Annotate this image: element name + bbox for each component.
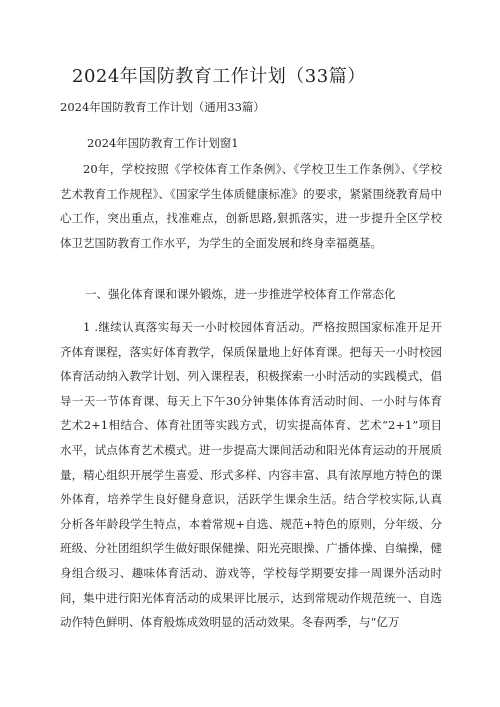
document-title: 2024年国防教育工作计划（33篇）	[72, 66, 366, 87]
paragraph-item-1: 1 .继续认真落实每天一小时校园体育活动。严格按照国家标准开足开齐体育课程，落实好体育教学，保质保量地上好体育课。把每天一小时校园体育活动纳入教学计划、列入课程表，积极探索一小时活动的实践模式，倡导一天一节体育课、每天上下午30分钟集体体育活动时间、一小时与体育艺术2+1相结合、体育社团等实践方式，切实提高体育、艺术“2+1”项目水平，试点体育艺术模式。进一步提高大课间活动和阳光体育运动的开展质量，精心组织开展学生喜爱、形式多样、内容丰富、具有浓厚地方特色的课外体育，培养学生良好健身意识，活跃学生课余生活。结合学校实际,认真分析各年龄段学生特点，本着常规+自选、规范+特色的原则，分年级、分班级、分社团组织学生做好眼保健操、阳光亮眼操、广播体操、自编操，健身组合级习、趣味体育活动、游戏等，学校每学期要安排一周课外活动时间，集中进行阳光体育活动的成果评比展示，达到常规动作规范统一、自选动作特色鲜明、体育般炼成效明显的活动效果。冬春两季，与“亿万	[60, 320, 442, 630]
paragraph-intro: 20年，学校按照《学校体育工作条例》、《学校卫生工作条例》、《学校艺术教育工作规程》、《国家学生体质健康标准》的要求，紧紧围绕教育局中心工作，突出重点，找准难点，创新思路,狠抓落实，进一步提升全区学校体卫艺国防教育工作水平，为学生的全面发展和终身幸福奠基。	[60, 162, 442, 250]
document-subtitle: 2024年国防教育工作计划（通用33篇）	[60, 100, 265, 114]
section-heading-1: 一、强化体育课和课外锻炼，进一步推进学校体育工作常态化	[85, 287, 396, 301]
section-title: 2024年国防教育工作计划窗1	[87, 136, 239, 150]
